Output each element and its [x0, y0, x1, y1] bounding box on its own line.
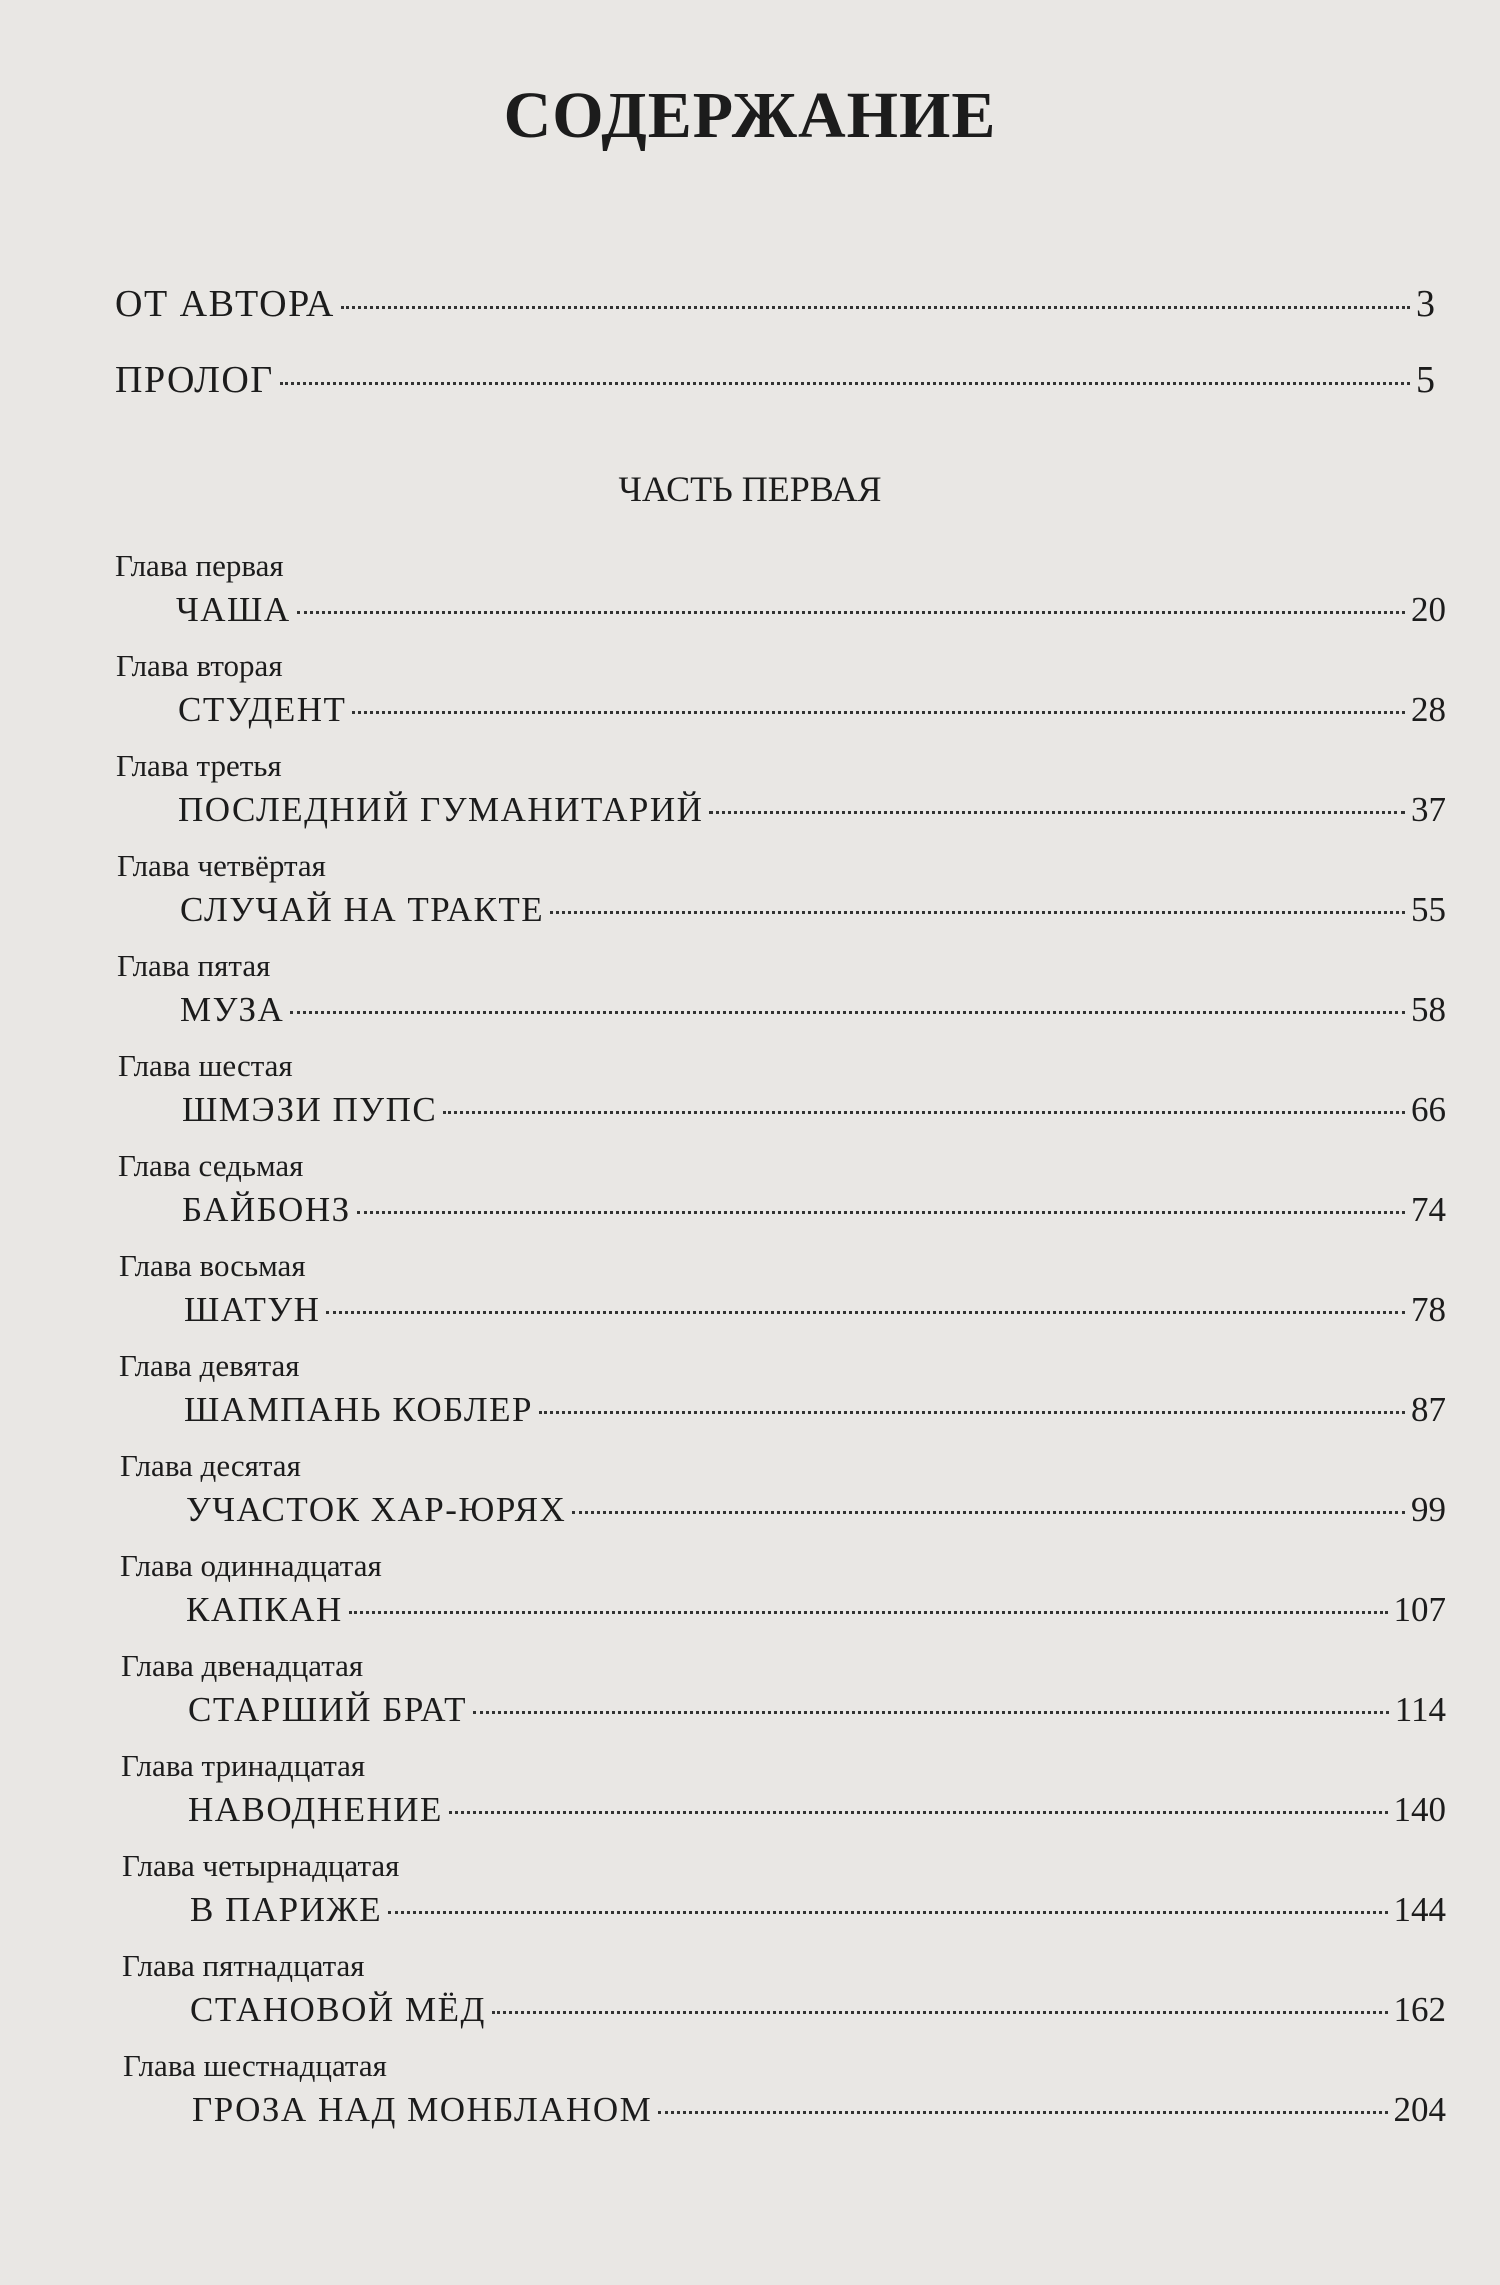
entry-title: МУЗА — [180, 990, 285, 1029]
entry-page: 58 — [1411, 990, 1446, 1029]
dot-leader — [280, 382, 1410, 385]
dot-leader — [341, 306, 1410, 309]
chapter-label: Глава девятая — [119, 1348, 300, 1383]
entry-page: 66 — [1411, 1090, 1446, 1129]
entry-page: 37 — [1411, 790, 1446, 829]
chapter-label: Глава пятнадцатая — [122, 1948, 365, 1983]
dot-leader — [658, 2111, 1387, 2114]
dot-leader — [290, 1011, 1405, 1014]
dot-leader — [349, 1611, 1388, 1614]
entry-title: СТАНОВОЙ МЁД — [190, 1990, 486, 2029]
toc-entry-chapter[interactable] — [186, 1490, 1446, 1530]
dot-leader — [443, 1111, 1405, 1114]
dot-leader — [357, 1211, 1405, 1214]
dot-leader — [352, 711, 1405, 714]
chapter-label: Глава восьмая — [119, 1248, 306, 1283]
dot-leader — [572, 1511, 1405, 1514]
dot-leader — [709, 811, 1405, 814]
chapter-label: Глава третья — [116, 748, 282, 783]
toc-entry-chapter[interactable] — [190, 1890, 1446, 1930]
toc-entry-chapter[interactable] — [190, 1990, 1446, 2030]
toc-entry-chapter[interactable] — [180, 890, 1446, 930]
entry-title: УЧАСТОК ХАР-ЮРЯХ — [186, 1490, 567, 1529]
chapter-label: Глава седьмая — [118, 1148, 304, 1183]
dot-leader — [297, 611, 1405, 614]
dot-leader — [550, 911, 1405, 914]
entry-page: 204 — [1393, 2090, 1446, 2129]
toc-entry-chapter[interactable] — [182, 1090, 1446, 1130]
dot-leader — [473, 1711, 1389, 1714]
entry-page: 144 — [1393, 1890, 1446, 1929]
dot-leader — [388, 1911, 1387, 1914]
entry-title: КАПКАН — [186, 1590, 343, 1629]
entry-title: НАВОДНЕНИЕ — [188, 1790, 443, 1829]
entry-title: СТУДЕНТ — [178, 690, 347, 729]
chapter-label: Глава шестнадцатая — [123, 2048, 387, 2083]
entry-title: ПОСЛЕДНИЙ ГУМАНИТАРИЙ — [178, 790, 704, 829]
entry-title: В ПАРИЖЕ — [190, 1890, 383, 1929]
toc-entry-chapter[interactable] — [176, 590, 1446, 630]
entry-page: 114 — [1394, 1690, 1446, 1729]
chapter-label: Глава двенадцатая — [121, 1648, 364, 1683]
toc-entry-chapter[interactable] — [182, 1190, 1446, 1230]
dot-leader — [539, 1411, 1405, 1414]
entry-title: ГРОЗА НАД МОНБЛАНОМ — [192, 2090, 653, 2129]
entry-title: ШМЭЗИ ПУПС — [182, 1090, 438, 1129]
toc-entry-chapter[interactable] — [178, 690, 1446, 730]
toc-entry-chapter[interactable] — [188, 1690, 1446, 1730]
chapter-label: Глава одиннадцатая — [120, 1548, 382, 1583]
dot-leader — [326, 1311, 1405, 1314]
toc-entry-chapter[interactable] — [184, 1290, 1446, 1330]
toc-entry-chapter[interactable] — [186, 1590, 1446, 1630]
toc-entry-chapter[interactable] — [188, 1790, 1446, 1830]
entry-title: ЧАША — [176, 590, 291, 629]
page-title: СОДЕРЖАНИЕ — [503, 79, 997, 152]
entry-page: 28 — [1411, 690, 1446, 729]
entry-title: БАЙБОНЗ — [182, 1190, 351, 1229]
toc-entry-author[interactable] — [115, 282, 1435, 326]
entry-page: 78 — [1411, 1290, 1446, 1329]
entry-title: СТАРШИЙ БРАТ — [188, 1690, 467, 1729]
chapter-label: Глава шестая — [118, 1048, 293, 1083]
dot-leader — [492, 2011, 1388, 2014]
entry-page: 87 — [1411, 1390, 1446, 1429]
chapter-label: Глава четырнадцатая — [122, 1848, 400, 1883]
toc-entry-chapter[interactable] — [178, 790, 1446, 830]
toc-entry-prologue[interactable] — [115, 358, 1435, 402]
entry-page: 74 — [1411, 1190, 1446, 1229]
chapter-label: Глава тринадцатая — [121, 1748, 366, 1783]
entry-page: 162 — [1393, 1990, 1446, 2029]
chapter-label: Глава четвёртая — [117, 848, 326, 883]
chapter-label: Глава пятая — [117, 948, 271, 983]
entry-page: 140 — [1393, 1790, 1446, 1829]
entry-page: 55 — [1411, 890, 1446, 929]
entry-page: 20 — [1411, 590, 1446, 629]
chapter-label: Глава десятая — [120, 1448, 301, 1483]
entry-page: 3 — [1416, 283, 1435, 325]
chapter-label: Глава первая — [115, 548, 284, 583]
toc-entry-chapter[interactable] — [184, 1390, 1446, 1430]
entry-title: ШАТУН — [184, 1290, 321, 1329]
part-heading: ЧАСТЬ ПЕРВАЯ — [618, 469, 882, 509]
entry-title: СЛУЧАЙ НА ТРАКТЕ — [180, 890, 545, 929]
toc-entry-chapter[interactable] — [180, 990, 1446, 1030]
entry-page: 107 — [1393, 1590, 1446, 1629]
dot-leader — [449, 1811, 1388, 1814]
chapter-label: Глава вторая — [116, 648, 283, 683]
entry-title: ОТ АВТОРА — [115, 283, 335, 325]
entry-title: ШАМПАНЬ КОБЛЕР — [184, 1390, 533, 1429]
entry-title: ПРОЛОГ — [115, 359, 274, 401]
entry-page: 99 — [1411, 1490, 1446, 1529]
entry-page: 5 — [1416, 359, 1435, 401]
toc-entry-chapter[interactable] — [192, 2090, 1446, 2130]
